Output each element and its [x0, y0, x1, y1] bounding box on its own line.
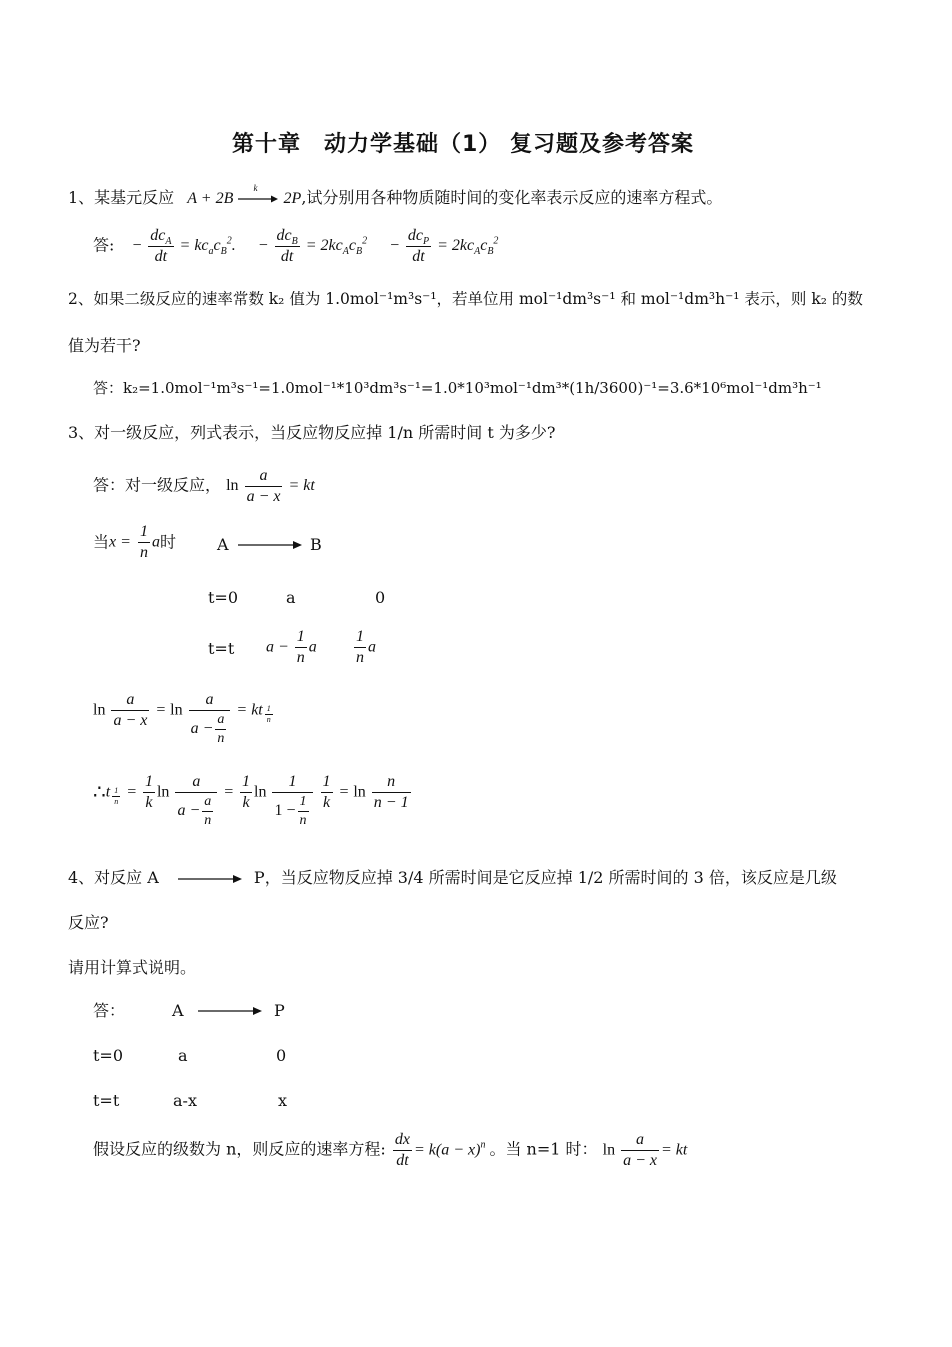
dcP-dt-fraction	[406, 226, 431, 267]
denominator: n	[296, 649, 305, 666]
denominator: n − 1	[373, 794, 409, 811]
q4-mid-text: 。当 n=1 时：	[489, 1139, 598, 1159]
q4-answer-label: 答：	[93, 1001, 126, 1020]
reaction-arrow-icon	[238, 538, 302, 554]
numerator: a	[192, 773, 201, 790]
one-over-n	[354, 627, 366, 668]
q1-eq1-rhs-sub: a	[208, 246, 214, 258]
q1-answer	[93, 226, 498, 267]
a-over-a-minus-x	[245, 466, 283, 507]
q1-rate-constant: k	[253, 182, 258, 193]
q1-eq3-rhs: = 2kc	[437, 237, 475, 255]
reaction-arrow-icon	[238, 182, 278, 204]
minus-sign: −	[389, 237, 400, 255]
numerator: 1	[266, 704, 271, 714]
q1-eq2-sub: B	[291, 236, 298, 248]
q3-ln-equation	[93, 690, 275, 747]
numerator: a	[636, 1131, 645, 1148]
denominator: n	[204, 812, 212, 828]
question-3: 3、对一级反应，列式表示，当反应物反应掉 1/n 所需时间 t 为多少?	[68, 423, 556, 442]
q3-answer-prefix: 答：对一级反应，	[93, 475, 222, 495]
equals: =	[338, 783, 350, 801]
a-symbol: a	[308, 638, 317, 656]
denominator: n	[140, 544, 149, 561]
numerator: 1	[299, 794, 307, 809]
q4-tail: P，当反应物反应掉 3/4 所需时间是它反应掉 1/2 所需时间的 3 倍，该反应是几级	[253, 868, 837, 887]
question-2-line-1: 2、如果二级反应的速率常数 k₂ 值为 1.0mol⁻¹m³s⁻¹，若单位用 mol⁻¹dm³s⁻¹ 和 mol⁻¹dm³h⁻¹ 表示，则 k₂ 的数	[68, 290, 863, 308]
one-over-one-minus-one-over-n	[272, 772, 312, 829]
denominator: n	[266, 715, 271, 725]
q3-tt-B	[352, 627, 376, 668]
numerator: 1	[356, 628, 364, 645]
one-over-n	[138, 522, 150, 563]
rate-exponent: n	[480, 1139, 486, 1151]
a-over-a-minus-x	[111, 690, 149, 731]
q1-eq3-sub: P	[422, 236, 430, 248]
a-minus: a −	[266, 638, 289, 656]
numerator: 1	[144, 773, 153, 790]
q1-eq2-den: dt	[275, 246, 300, 267]
one-over-k	[321, 772, 333, 813]
a-symbol: a	[152, 533, 161, 551]
q3-tt-A	[266, 627, 317, 668]
denominator: n	[217, 730, 225, 746]
q1-eq3-rhs2-sup: 2	[493, 235, 499, 247]
one-over-k	[240, 772, 252, 813]
q4-tt-A: a-x	[173, 1091, 197, 1110]
when-suffix: 时	[160, 532, 177, 552]
q1-eq1-rhs2: c	[213, 237, 221, 255]
q1-reactants: A + 2B	[187, 190, 234, 207]
denominator: n	[356, 649, 364, 666]
n-over-n-minus-1	[372, 772, 411, 813]
numerator: a	[217, 712, 225, 727]
half-subscript	[112, 786, 120, 807]
equals: =	[223, 783, 235, 801]
q4-tt-P: x	[278, 1091, 288, 1110]
denominator: n	[114, 797, 119, 807]
q4-species-A: A	[172, 1001, 184, 1020]
one-minus: 1 −	[274, 802, 296, 819]
q1-eq1-tail: .	[231, 237, 236, 255]
numerator: dx	[394, 1131, 410, 1148]
q3-answer-line	[93, 466, 315, 507]
denominator: k	[240, 792, 252, 813]
minus-sign: −	[257, 237, 269, 255]
dcB-dt-fraction	[275, 226, 300, 267]
equals: =	[126, 783, 137, 801]
denominator: a − x	[246, 488, 281, 505]
ln-symbol: ln	[254, 783, 267, 801]
q1-eq2-rhs-sub: A	[342, 246, 349, 258]
ln-symbol: ln	[170, 701, 183, 719]
q3-when-line	[93, 522, 176, 563]
a-over-a-minus-a-over-n	[189, 690, 231, 747]
q3-t0-A: a	[286, 588, 296, 607]
a-over-a-minus-x	[621, 1130, 659, 1171]
question-4-line-1	[68, 870, 837, 886]
numerator: 1	[242, 773, 251, 790]
a-over-a-minus-a-over-n	[175, 772, 217, 829]
q1-suffix: ,试分别用各种物质随时间的变化率表示反应的速率方程式。	[301, 188, 723, 207]
q4-t0-label: t=0	[93, 1046, 124, 1065]
question-4-line-2: 反应?	[68, 913, 109, 932]
denominator: n	[299, 812, 307, 828]
dx-over-dt	[393, 1130, 412, 1171]
minus-sign: −	[131, 237, 143, 255]
q3-t0-B: 0	[375, 588, 386, 607]
a-minus: a −	[190, 720, 214, 737]
q3-therefore-equation	[93, 772, 413, 829]
q1-eq3-rhs2: c	[480, 237, 488, 255]
q4-t0-A: a	[178, 1046, 188, 1065]
page-title: 第十章 动力学基础（1） 复习题及参考答案	[232, 132, 694, 157]
rate-rhs: = k(a − x)	[414, 1141, 481, 1159]
denominator: k	[321, 792, 333, 813]
q1-products: 2P	[283, 190, 302, 207]
q1-eq1-den: dt	[148, 246, 173, 267]
one-over-n	[295, 627, 307, 668]
q1-eq1-sub: A	[165, 236, 172, 248]
numerator: a	[205, 691, 214, 708]
q1-eq2-rhs2-sub: B	[355, 246, 363, 258]
q4-t0-P: 0	[276, 1046, 287, 1065]
numerator: 1	[322, 773, 331, 790]
numerator: a	[259, 467, 268, 484]
q3-species-B: B	[310, 535, 322, 554]
a-symbol: a	[368, 638, 376, 656]
numerator: a	[126, 691, 135, 708]
numerator: 1	[114, 786, 119, 796]
equals: =	[155, 701, 167, 719]
question-1	[68, 182, 723, 207]
x-equals: x =	[109, 533, 131, 551]
half-subscript	[265, 704, 273, 725]
q1-eq1-rhs2-sub: B	[220, 246, 227, 258]
q1-answer-label: 答:	[93, 235, 115, 255]
q1-eq2-rhs2: c	[348, 237, 356, 255]
q1-eq2-num: dc	[276, 227, 292, 244]
numerator: a	[204, 794, 212, 809]
q1-eq3-rhs-sub: A	[474, 246, 481, 258]
denominator: a − x	[113, 712, 148, 729]
denominator: k	[143, 792, 155, 813]
ln-symbol: ln	[353, 783, 366, 801]
question-4-line-3: 请用计算式说明。	[68, 958, 197, 977]
q1-eq1-rhs2-sup: 2	[226, 235, 232, 247]
q2-answer: 答：k₂=1.0mol⁻¹m³s⁻¹=1.0mol⁻¹*10³dm³s⁻¹=1.0*10³mol⁻¹dm³*(1h/3600)⁻¹=3.6*10⁶mol⁻¹dm³h⁻¹	[93, 379, 822, 397]
one-over-k	[143, 772, 155, 813]
q1-eq2-rhs: = 2kc	[305, 237, 343, 255]
ln-symbol: ln	[226, 477, 239, 495]
q3-t0-label: t=0	[208, 588, 239, 607]
q4-species-P: P	[274, 1001, 285, 1020]
q3-species-A: A	[217, 535, 229, 554]
q4-tt-label: t=t	[93, 1091, 120, 1110]
a-minus: a −	[177, 802, 201, 819]
q1-eq3-rhs2-sub: B	[487, 246, 494, 258]
therefore-symbol: ∴	[93, 781, 106, 804]
numerator: 1	[288, 773, 297, 790]
q4-assume-line	[93, 1130, 687, 1171]
q1-prefix: 1、某基元反应	[68, 188, 175, 207]
question-2-line-2: 值为若干?	[68, 336, 141, 355]
numerator: 1	[296, 628, 305, 645]
numerator: n	[387, 773, 396, 790]
when-prefix: 当	[93, 532, 110, 552]
q1-eq3-den: dt	[406, 246, 431, 267]
q4-prefix: 4、对反应 A	[68, 868, 159, 887]
q1-eq1-rhs: = kc	[179, 237, 209, 255]
equals-kt: = kt	[236, 701, 263, 719]
q1-eq1-num: dc	[150, 227, 166, 244]
q4-assume-prefix: 假设反应的级数为 n，则反应的速率方程:	[93, 1139, 386, 1159]
q3-tt-label: t=t	[208, 639, 235, 658]
equals-kt: = kt	[288, 477, 315, 495]
t-symbol: t	[105, 783, 111, 801]
denominator: dt	[393, 1150, 412, 1171]
reaction-arrow-icon	[178, 873, 242, 885]
ln-symbol: ln	[156, 783, 170, 801]
numerator: 1	[140, 523, 149, 540]
q1-eq3-num: dc	[407, 227, 423, 244]
denominator: a − x	[623, 1152, 657, 1169]
ln-symbol: ln	[93, 701, 106, 719]
reaction-arrow-icon	[198, 1004, 262, 1020]
equals-kt: = kt	[660, 1141, 688, 1159]
q1-eq2-rhs2-sup: 2	[362, 235, 368, 247]
ln-symbol: ln	[602, 1141, 616, 1159]
dcA-dt-fraction	[148, 226, 173, 267]
